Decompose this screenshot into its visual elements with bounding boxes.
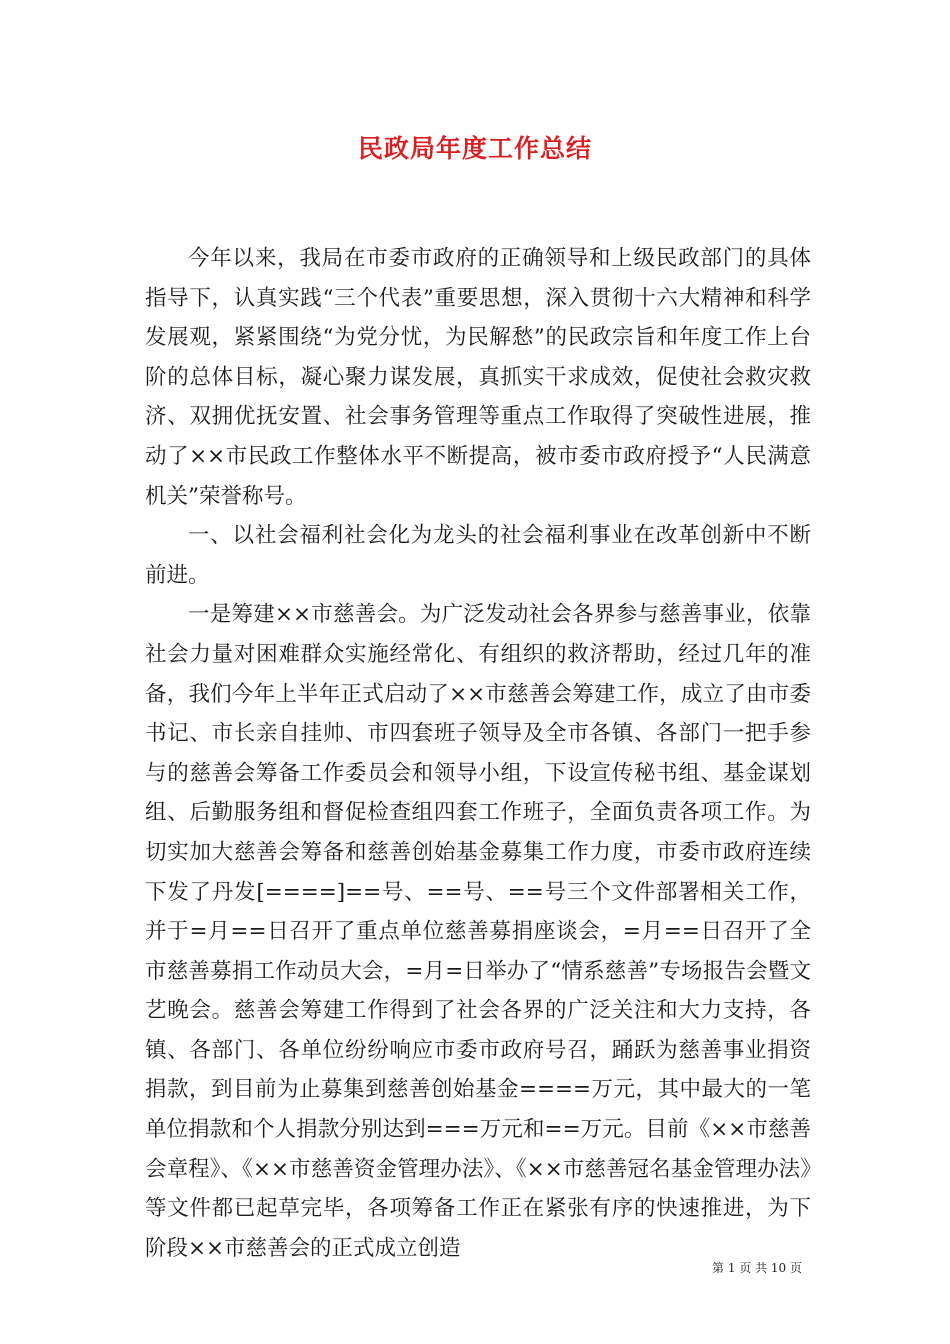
document-body xyxy=(145,239,811,1268)
paragraph-intro: 今年以来，我局在市委市政府的正确领导和上级民政部门的具体指导下，认真实践“三个代表”重要思想，深入贯彻十六大精神和科学发展观，紧紧围绕“为党分忧，为民解愁”的民政宗旨和年度工作上台阶的总体目标，凝心聚力谋发展，真抓实干求成效，促使社会救灾救济、双拥优抚安置、社会事务管理等重点工作取得了突破性进展，推动了××市民政工作整体水平不断提高，被市委市政府授予“人民满意机关”荣誉称号。 xyxy=(145,246,811,509)
paragraph-charity: 一是筹建××市慈善会。为广泛发动社会各界参与慈善事业，依靠社会力量对困难群众实施经常化、有组织的救济帮助，经过几年的准备，我们今年上半年正式启动了××市慈善会筹建工作，成立了由市委书记、市长亲自挂帅、市四套班子领导及全市各镇、各部门一把手参与的慈善会筹备工作委员会和领导小组，下设宣传秘书组、基金谋划组、后勤服务组和督促检查组四套工作班子，全面负责各项工作。为切实加大慈善会筹备和慈善创始基金募集工作力度，市委市政府连续下发了丹发[====]==号、==号、==号三个文件部署相关工作，并于=月==日召开了重点单位慈善募捐座谈会，=月==日召开了全市慈善募捐工作动员大会，=月=日举办了“情系慈善”专场报告会暨文艺晚会。慈善会筹建工作得到了社会各界的广泛关注和大力支持，各镇、各部门、各单位纷纷响应市委市政府号召，踊跃为慈善事业捐资捐款，到目前为止募集到慈善创始基金====万元，其中最大的一笔单位捐款和个人捐款分别达到===万元和==万元。目前《××市慈善会章程》、《××市慈善资金管理办法》、《××市慈善冠名基金管理办法》等文件都已起草完毕，各项筹备工作正在紧张有序的快速推进，为下阶段××市慈善会的正式成立创造 xyxy=(145,602,811,1261)
paragraph-section-heading: 一、以社会福利社会化为龙头的社会福利事业在改革创新中不断前进。 xyxy=(145,523,811,588)
document-title: 民政局年度工作总结 xyxy=(357,134,592,163)
page-footer xyxy=(0,1259,950,1276)
page-number: 第 1 页 共 10 页 xyxy=(712,1261,802,1275)
